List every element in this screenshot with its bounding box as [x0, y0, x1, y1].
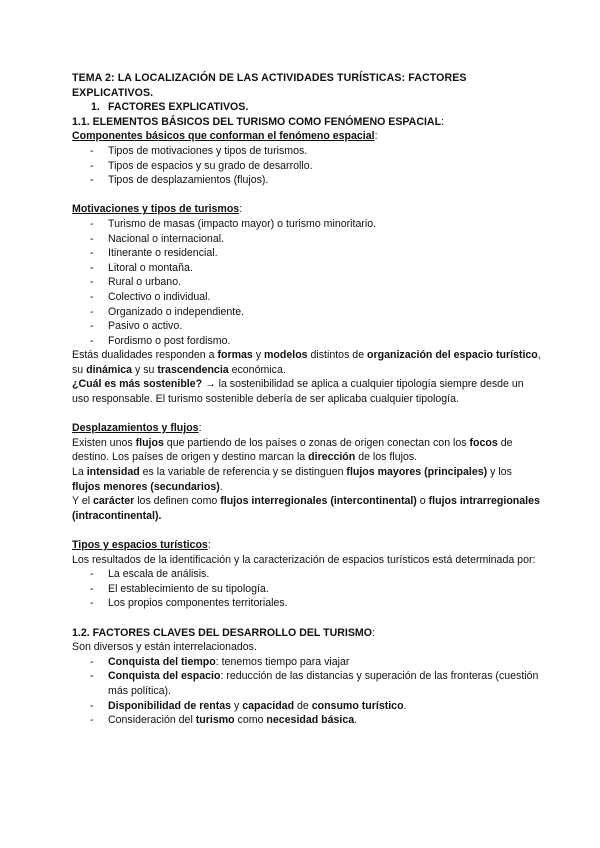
- subheading-text: Desplazamientos y flujos: [72, 422, 199, 435]
- list-item: - Colectivo o individual.: [72, 290, 542, 305]
- list-item: - La escala de análisis.: [72, 567, 542, 582]
- list-item: - Tipos de espacios y su grado de desarrollo.: [72, 159, 542, 174]
- flows-paragraph-3: Y el carácter los definen como flujos interregionales (intercontinental) o flujos intrarregionales (intracontinental).: [72, 495, 540, 522]
- key-factors-list: [72, 655, 542, 728]
- list-item: - Fordismo o post fordismo.: [72, 334, 542, 349]
- subheading-text: Componentes básicos que conforman el fenómeno espacial: [72, 130, 375, 143]
- section-1-1-heading: 1.1. ELEMENTOS BÁSICOS DEL TURISMO COMO FENÓMENO ESPACIAL:: [72, 115, 445, 128]
- motivations-list: [72, 217, 542, 348]
- list-item: - Organizado o independiente.: [72, 305, 542, 320]
- list-item: - Tipos de desplazamientos (flujos).: [72, 173, 542, 188]
- document-title: TEMA 2: LA LOCALIZACIÓN DE LAS ACTIVIDADES TURÍSTICAS: FACTORES EXPLICATIVOS.: [72, 72, 467, 99]
- section-heading-text: 1.1. ELEMENTOS BÁSICOS DEL TURISMO COMO FENÓMENO ESPACIAL: [72, 115, 442, 128]
- dualities-paragraph: Estás dualidades responden a formas y modelos distintos de organización del espacio turístico, su dinámica y su trascendencia económica.: [72, 349, 541, 376]
- numbered-item-factores: [72, 100, 542, 115]
- list-item: - Litoral o montaña.: [72, 261, 542, 276]
- list-item: - Los propios componentes territoriales.: [72, 596, 542, 611]
- subheading-text: Motivaciones y tipos de turismos: [72, 203, 240, 216]
- spaces-list: [72, 567, 542, 611]
- subheading-text: Tipos y espacios turísticos: [72, 539, 208, 551]
- list-item: - Itinerante o residencial.: [72, 246, 542, 261]
- list-item: - Rural o urbano.: [72, 275, 542, 290]
- motivations-title: Motivaciones y tipos de turismos:: [72, 203, 243, 216]
- flows-paragraph-2: La intensidad es la variable de referencia y se distinguen flujos mayores (principales) y los flujos menores (secundarios).: [72, 466, 512, 493]
- flows-title: Desplazamientos y flujos:: [72, 422, 202, 435]
- section-1-2-heading: 1.2. FACTORES CLAVES DEL DESARROLLO DEL TURISMO:: [72, 626, 375, 639]
- spaces-paragraph: Los resultados de la identificación y la caracterización de espacios turísticos está determinada por:: [72, 553, 536, 566]
- sustainability-paragraph: ¿Cuál es más sostenible? → la sostenibilidad se aplica a cualquier tipología siempre desde un uso responsable. El turismo sostenible debería de ser aplicaba cualquier tipología.: [72, 378, 524, 406]
- list-item: - Conquista del tiempo: tenemos tiempo para viajar: [72, 655, 542, 670]
- list-item: - Tipos de motivaciones y tipos de turismos.: [72, 144, 542, 159]
- item-number: 1.: [91, 101, 100, 114]
- item-label: FACTORES EXPLICATIVOS.: [108, 101, 249, 114]
- list-item: - El establecimiento de su tipología.: [72, 582, 542, 597]
- components-list: [72, 144, 542, 188]
- factors-intro: Son diversos y están interrelacionados.: [72, 641, 257, 654]
- list-item: - Pasivo o activo.: [72, 319, 542, 334]
- document-body: [72, 71, 542, 728]
- flows-paragraph-1: Existen unos flujos que partiendo de los países o zonas de origen conectan con los focos de destino. Los países de origen y destino marcan la dirección de los flujos.: [72, 436, 513, 464]
- list-item: - Consideración del turismo como necesidad básica.: [72, 713, 542, 728]
- list-item: - Nacional o internacional.: [72, 232, 542, 247]
- list-item: - Disponibilidad de rentas y capacidad de consumo turístico.: [72, 699, 542, 714]
- list-item: - Conquista del espacio: reducción de las distancias y superación de las fronteras (cuestión más política).: [72, 669, 542, 698]
- components-title: Componentes básicos que conforman el fenómeno espacial:: [72, 130, 378, 143]
- section-heading-text: 1.2. FACTORES CLAVES DEL DESARROLLO DEL TURISMO: [72, 626, 372, 639]
- list-item: - Turismo de masas (impacto mayor) o turismo minoritario.: [72, 217, 542, 232]
- spaces-title: Tipos y espacios turísticos:: [72, 539, 211, 551]
